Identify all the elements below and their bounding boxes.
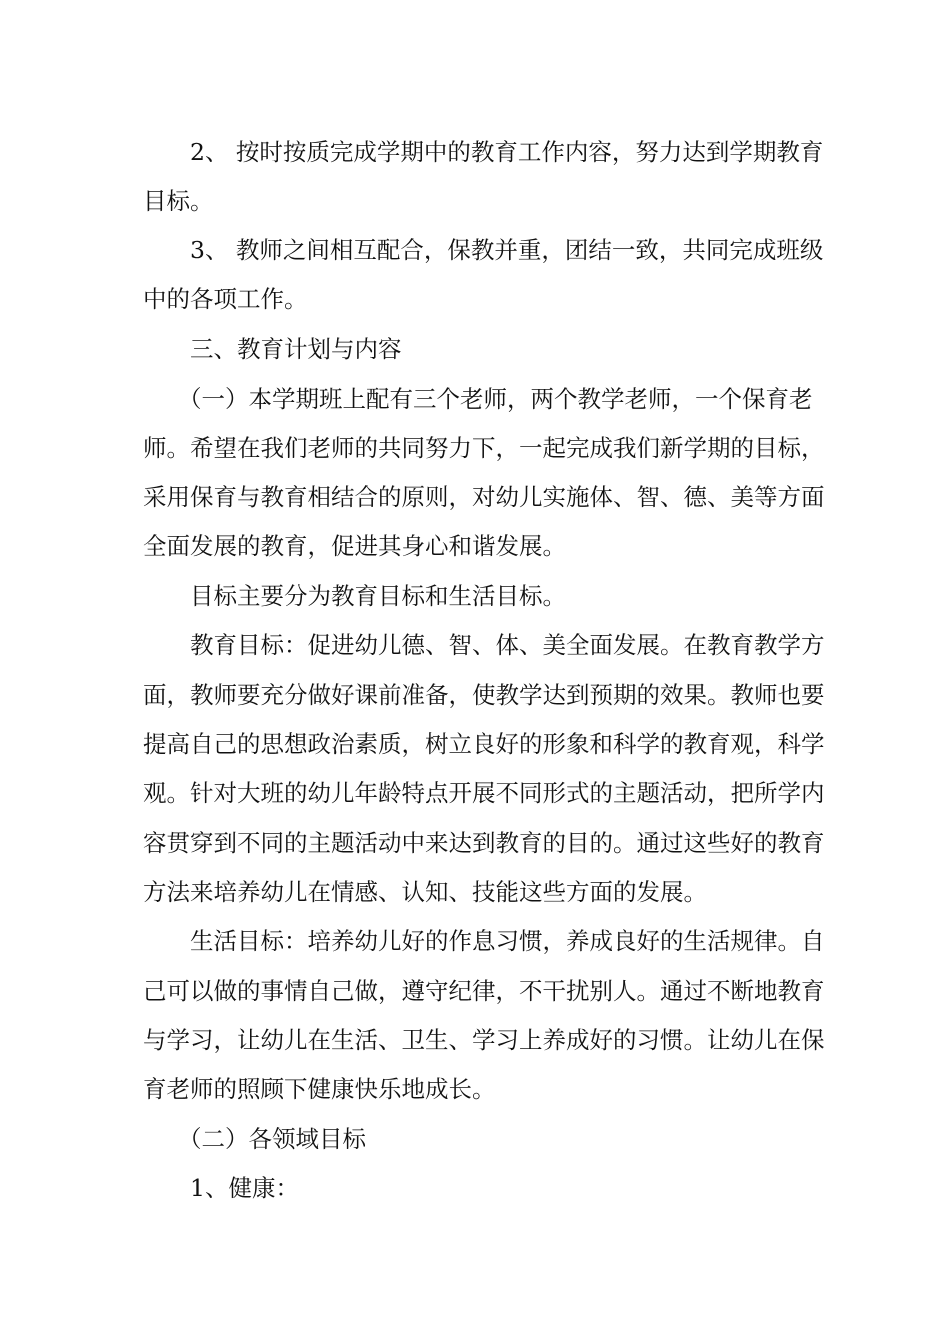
paragraph-line: 面，教师要充分做好课前准备，使教学达到预期的效果。教师也要: [143, 681, 825, 709]
paragraph-line: 师。希望在我们老师的共同努力下，一起完成我们新学期的目标，: [143, 434, 825, 462]
paragraph-line: 中的各项工作。: [143, 285, 308, 313]
paragraph-line: 与学习，让幼儿在生活、卫生、学习上养成好的习惯。让幼儿在保: [143, 1026, 825, 1054]
paragraph-line: 3、 教师之间相互配合，保教并重，团结一致，共同完成班级: [190, 236, 824, 264]
paragraph-line: 育老师的照顾下健康快乐地成长。: [143, 1075, 496, 1103]
paragraph-line: 提高自己的思想政治素质，树立良好的形象和科学的教育观，科学: [143, 730, 825, 758]
paragraph-line: 容贯穿到不同的主题活动中来达到教育的目的。通过这些好的教育: [143, 829, 825, 857]
paragraph-line: 目标。: [143, 187, 214, 215]
paragraph-line: 方法来培养幼儿在情感、认知、技能这些方面的发展。: [143, 878, 707, 906]
paragraph-line: 采用保育与教育相结合的原则，对幼儿实施体、智、德、美等方面: [143, 483, 825, 511]
paragraph-line: 观。针对大班的幼儿年龄特点开展不同形式的主题活动，把所学内: [143, 779, 825, 807]
paragraph-line: 教育目标：促进幼儿德、智、体、美全面发展。在教育教学方: [190, 631, 825, 659]
section-heading: （二）各领域目标: [178, 1125, 366, 1153]
paragraph-line: 2、 按时按质完成学期中的教育工作内容，努力达到学期教育: [190, 138, 824, 166]
subsection-heading: 1、健康：: [190, 1174, 299, 1202]
paragraph-line: 己可以做的事情自己做，遵守纪律，不干扰别人。通过不断地教育: [143, 977, 825, 1005]
paragraph-line: 全面发展的教育，促进其身心和谐发展。: [143, 532, 566, 560]
section-heading: 三、教育计划与内容: [190, 335, 402, 363]
paragraph-line: 目标主要分为教育目标和生活目标。: [190, 582, 566, 610]
paragraph-line: （一）本学期班上配有三个老师，两个教学老师，一个保育老: [178, 385, 813, 413]
paragraph-line: 生活目标：培养幼儿好的作息习惯，养成良好的生活规律。自: [190, 927, 825, 955]
